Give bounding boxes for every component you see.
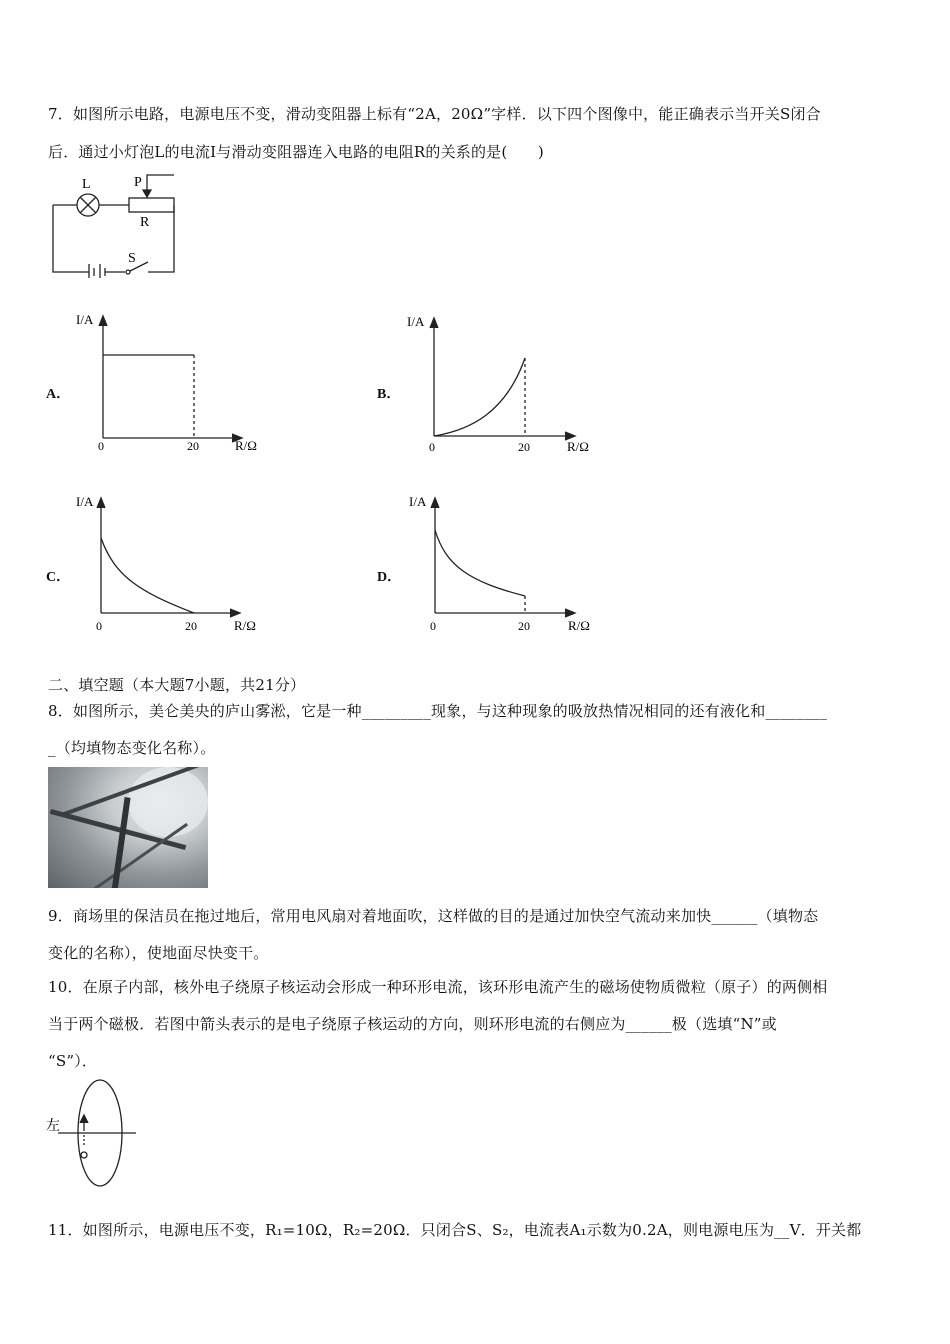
section-heading: 二、填空题（本大题7小题，共21分） <box>48 676 306 694</box>
ylabel-b: I/A <box>407 314 425 329</box>
lamp-label: L <box>82 177 91 192</box>
xtick-d: 20 <box>518 619 530 633</box>
origin-b: 0 <box>429 440 435 454</box>
rime-photo <box>48 767 208 888</box>
graph-option-c <box>70 492 270 642</box>
option-d-label: D． <box>377 570 402 585</box>
q10-line3: “S”）． <box>48 1052 98 1070</box>
curve-c <box>101 538 194 613</box>
option-b-label: B． <box>377 387 401 402</box>
xlabel-a: R/Ω <box>235 438 257 453</box>
xlabel-c: R/Ω <box>234 618 256 633</box>
resistor-symbol <box>129 198 174 212</box>
curve-b <box>434 358 525 436</box>
q10-line2: 当于两个磁极．若图中箭头表示的是电子绕原子核运动的方向，则环形电流的右侧应为______极（选填“N”或 <box>48 1015 777 1033</box>
xtick-c: 20 <box>185 619 197 633</box>
origin-c: 0 <box>96 619 102 633</box>
xlabel-b: R/Ω <box>567 439 589 454</box>
resistor-label: R <box>140 215 150 230</box>
atom-diagram <box>44 1075 144 1193</box>
q9-line1: 9．商场里的保洁员在拖过地后，常用电风扇对着地面吹，这样做的目的是通过加快空气流动来加快______（填物态 <box>48 907 819 925</box>
circuit-diagram <box>45 170 190 278</box>
graph-option-d <box>401 492 601 642</box>
ylabel-d: I/A <box>409 494 427 509</box>
q9-line2: 变化的名称），使地面尽快变干。 <box>48 944 269 962</box>
origin-d: 0 <box>430 619 436 633</box>
option-a-label: A． <box>46 387 71 402</box>
q11-line1: 11．如图所示，电源电压不变，R₁=10Ω，R₂=20Ω．只闭合S、S₂，电流表A₁示数为0.2A，则电源电压为__V．开关都 <box>48 1221 862 1239</box>
xlabel-d: R/Ω <box>568 618 590 633</box>
q7-line1: 7．如图所示电路，电源电压不变，滑动变阻器上标有“2A，20Ω”字样．以下四个图像中，能正确表示当开关S闭合 <box>48 105 821 123</box>
xtick-a: 20 <box>187 439 199 453</box>
slider-label: P <box>134 175 142 190</box>
curve-d <box>435 530 525 596</box>
q8-line2: _（均填物态变化名称）。 <box>48 739 216 757</box>
graph-option-b <box>401 312 601 462</box>
graph-option-a <box>70 310 270 460</box>
q10-line1: 10．在原子内部，核外电子绕原子核运动会形成一种环形电流，该环形电流产生的磁场使物质微粒（原子）的两侧相 <box>48 978 828 996</box>
q7-line2: 后．通过小灯泡L的电流I与滑动变阻器连入电路的电阻R的关系的是( ) <box>48 143 544 161</box>
ylabel-c: I/A <box>76 494 94 509</box>
xtick-b: 20 <box>518 440 530 454</box>
option-c-label: C． <box>46 570 71 585</box>
origin-a: 0 <box>98 439 104 453</box>
left-label: 左 <box>46 1119 60 1134</box>
switch-label: S <box>128 251 136 266</box>
q8-line1: 8．如图所示，美仑美央的庐山雾淞，它是一种_________现象，与这种现象的吸放热情况相同的还有液化和________ <box>48 702 828 720</box>
ylabel-a: I/A <box>76 312 94 327</box>
